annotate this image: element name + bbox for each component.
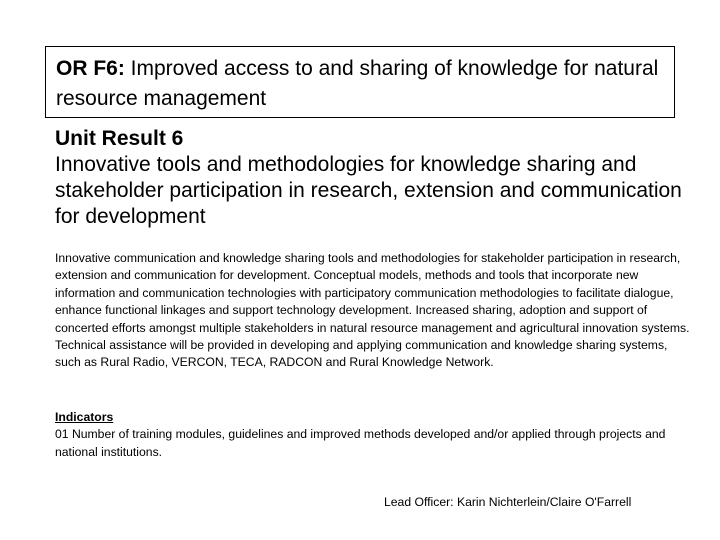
- unit-description: Innovative communication and knowledge sharing tools and methodologies for stakeholder participation in research, extension and communication for development. Conceptual models, methods and tools that incorporate new information and communication technologies with participatory communication methodologies to facilitate dialogue, enhance functional linkages and support technology development. Increased sharing, adoption and support of concerted efforts amongst multiple stakeholders in natural resource management and agricultural innovation systems. Technical assistance will be provided in developing and applying communication and knowledge sharing systems, such as Rural Radio, VERCON, TECA, RADCON and Rural Knowledge Network.: [55, 251, 690, 370]
- or-title: Improved access to and sharing of knowledge for natural resource management: [56, 57, 659, 110]
- unit-result-subtitle: Innovative tools and methodologies for knowledge sharing and stakeholder participation in research, extension and communication for development: [55, 153, 682, 228]
- lead-officer: Lead Officer: Karin Nichterlein/Claire O'Farrell: [384, 495, 632, 509]
- or-title-box: [45, 46, 675, 118]
- or-code: OR F6:: [56, 57, 125, 80]
- indicators-section: [55, 409, 695, 461]
- indicator-item: 01 Number of training modules, guidelines and improved methods developed and/or applied through projects and national institutions.: [55, 427, 666, 459]
- unit-result-title: Unit Result 6: [55, 127, 184, 150]
- unit-result-block: [55, 126, 695, 230]
- indicators-heading: Indicators: [55, 410, 114, 424]
